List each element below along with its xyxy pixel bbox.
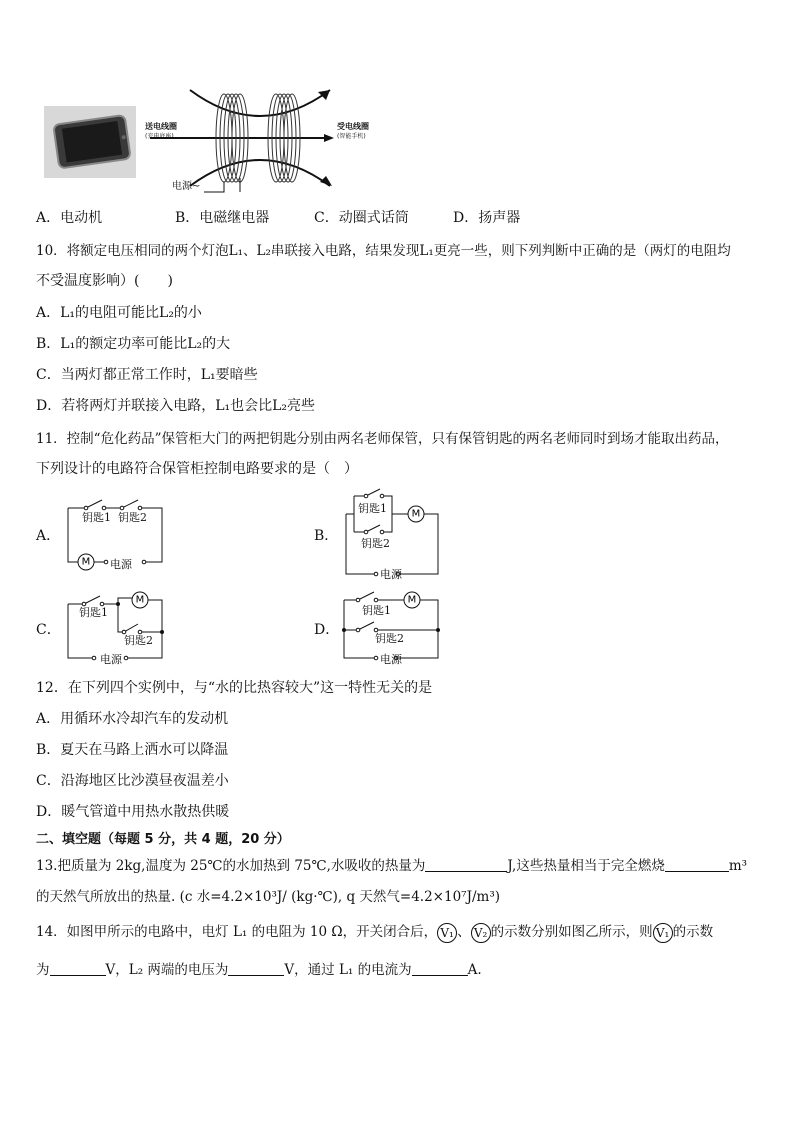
circuit-d-key1: 钥匙1 (362, 604, 391, 617)
circuit-b-key1: 钥匙1 (358, 502, 387, 515)
q10-stem-line2: 不受温度影响）( ) (36, 273, 173, 289)
q13-line2: 的天然气所放出的热量. (c 水=4.2×10³J/ (kg·℃), q 天然气=4.2×10⁷J/m³) (36, 889, 501, 905)
q14-line2-b: V，L₂ 两端的电压为 (105, 962, 229, 978)
circuit-c-motor: M (135, 594, 145, 606)
q10-option-b: B．L₁的额定功率可能比L₂的大 (36, 336, 231, 352)
q10-option-d: D．若将两灯并联接入电路，L₁也会比L₂亮些 (36, 398, 316, 414)
q14-blank-v1[interactable] (50, 961, 106, 976)
q12-option-a: A．用循环水冷却汽车的发动机 (36, 711, 229, 727)
q11-label-c: C． (36, 622, 61, 638)
circuit-d-source: 电源 (380, 653, 402, 666)
q13-part2: J,这些热量相当于完全燃烧 (507, 858, 665, 874)
q11-label-b: B． (314, 528, 339, 544)
q14-line2 (36, 958, 482, 978)
circuit-b-key2: 钥匙2 (361, 537, 390, 550)
voltmeter-v1-icon: V₁ (437, 923, 457, 943)
q11-stem-line1: 11．控制“危化药品”保管柜大门的两把钥匙分别由两名老师保管，只有保管钥匙的两名老师同时到场才能取出药品， (36, 431, 729, 447)
q14-blank-l2[interactable] (228, 961, 284, 976)
q10-option-a: A．L₁的电阻可能比L₂的小 (36, 305, 202, 321)
q11-label-a: A． (36, 528, 61, 544)
q9-option-b: B．电磁继电器 (175, 210, 270, 226)
q14-part2: 的示数分别如图乙所示，则 (490, 924, 653, 940)
q13-part1: 13.把质量为 2kg,温度为 25℃的水加热到 75℃,水吸收的热量为 (36, 858, 426, 874)
q10-option-c: C．当两灯都正常工作时，L₁要暗些 (36, 367, 258, 383)
q12-option-d: D．暖气管道中用热水散热供暖 (36, 804, 230, 820)
q9-option-c: C．动圈式话筒 (314, 210, 409, 226)
q14-line2-a: 为 (36, 962, 50, 978)
q9-option-d: D．扬声器 (453, 210, 521, 226)
q13-line1 (36, 854, 747, 874)
q14-blank-current[interactable] (412, 961, 468, 976)
q12-option-c: C．沿海地区比沙漠昼夜温差小 (36, 773, 229, 789)
phone-photo (44, 106, 136, 178)
q11-label-d: D． (314, 622, 340, 638)
power-label: 电源~ (172, 181, 201, 192)
send-coil-sub: (充电底座) (145, 133, 174, 140)
section-title: 二、填空题（每题 5 分，共 4 题，20 分） (36, 832, 290, 847)
q13-blank-volume[interactable] (665, 857, 729, 872)
q14-line1 (36, 920, 713, 943)
circuit-b-motor: M (411, 508, 421, 520)
q13-blank-heat[interactable] (425, 857, 507, 872)
q10-stem-line1: 10．将额定电压相同的两个灯泡L₁、L₂串联接入电路，结果发现L₁更亮一些，则下列判断中正确的是（两灯的电阻均 (36, 243, 731, 259)
circuit-a-key2: 钥匙2 (118, 511, 147, 524)
circuit-b-source: 电源 (380, 568, 402, 581)
circuit-c-key1: 钥匙1 (79, 606, 108, 619)
recv-coil-sub: (智能手机) (337, 133, 366, 140)
circuit-a-motor: M (81, 556, 91, 568)
voltmeter-v2-icon: V₂ (471, 923, 491, 943)
circuit-d-key2: 钥匙2 (375, 632, 404, 645)
q11-stem-line2: 下列设计的电路符合保管柜控制电路要求的是（ ） (36, 461, 358, 477)
q14-line2-c: V，通过 L₁ 的电流为 (284, 962, 412, 978)
circuit-d-motor: M (407, 594, 417, 606)
send-coil-label: 送电线圈 (145, 122, 177, 131)
q14-sep: 、 (457, 924, 471, 940)
q14-part1: 14．如图甲所示的电路中，电灯 L₁ 的电阻为 10 Ω，开关闭合后， (36, 924, 438, 940)
q14-part3: 的示数 (672, 924, 714, 940)
q12-option-b: B．夏天在马路上洒水可以降温 (36, 742, 229, 758)
voltmeter-v1-icon-2: V₁ (653, 923, 673, 943)
q12-stem: 12．在下列四个实例中，与“水的比热容较大”这一特性无关的是 (36, 680, 433, 696)
circuit-a-key1: 钥匙1 (82, 511, 111, 524)
q9-option-a: A．电动机 (36, 210, 103, 226)
q14-line2-d: A. (467, 962, 482, 978)
q13-part3: m³ (728, 858, 748, 874)
circuit-a-source: 电源 (110, 558, 132, 571)
circuit-c-key2: 钥匙2 (124, 634, 153, 647)
circuit-c-source: 电源 (100, 653, 122, 666)
recv-coil-label: 受电线圈 (337, 122, 369, 131)
